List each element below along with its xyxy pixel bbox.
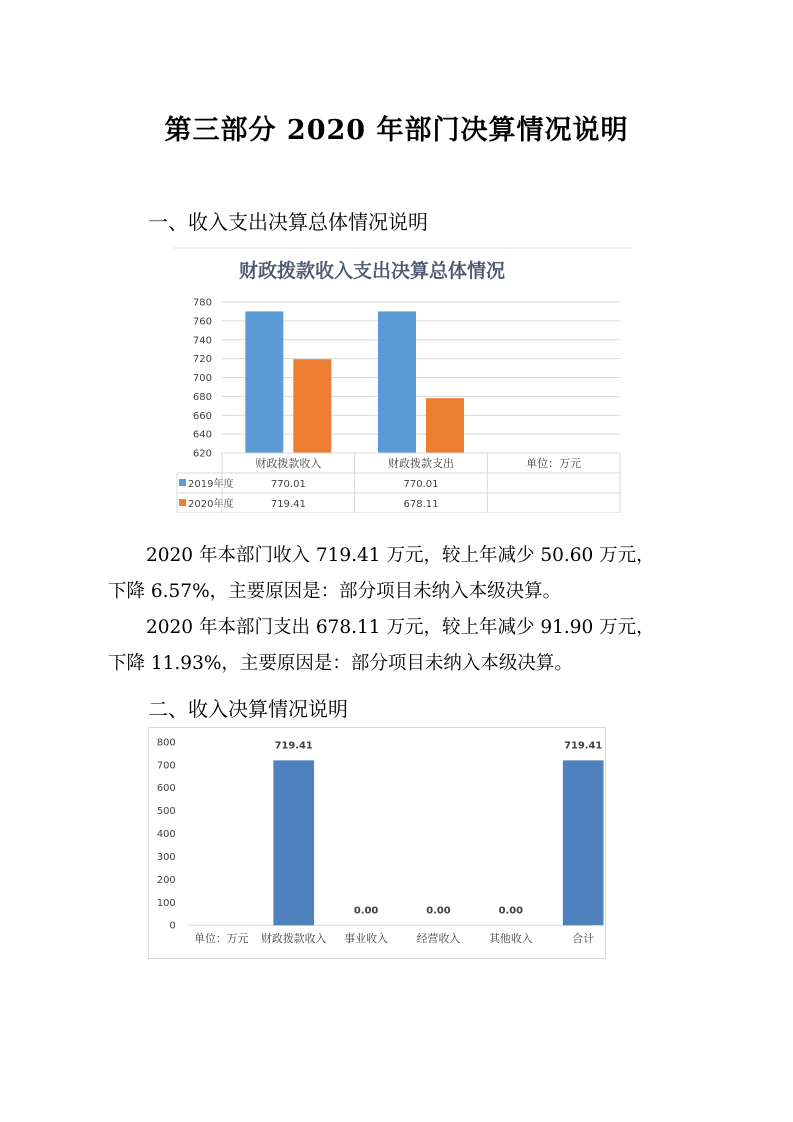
data-label: 0.00 (498, 905, 524, 917)
category-label: 财政拨款支出 (388, 457, 454, 470)
paragraph-line: 2020 年本部门支出 678.11 万元，较上年减少 91.90 万元， (146, 617, 655, 638)
paragraph-line: 下降 6.57%，主要原因是：部分项目未纳入本级决算。 (108, 581, 562, 602)
legend-swatch (179, 479, 186, 486)
page-title: 第三部分 2020 年部门决算情况说明 (164, 115, 629, 146)
paragraph-line: 2020 年本部门收入 719.41 万元，较上年减少 50.60 万元， (146, 545, 655, 566)
y-tick-label: 740 (192, 335, 212, 347)
table-value: 770.01 (403, 479, 439, 490)
y-tick-label: 640 (192, 429, 212, 441)
data-label: 719.41 (564, 740, 603, 752)
y-tick-label: 620 (192, 448, 212, 460)
data-label: 0.00 (353, 905, 379, 917)
budget-overview-chart (172, 247, 632, 513)
y-tick-label: 720 (192, 354, 212, 366)
legend-label: 2019年度 (188, 479, 234, 490)
category-label: 单位：万元 (526, 457, 582, 470)
data-label: 0.00 (426, 905, 451, 917)
y-tick-label: 800 (156, 737, 176, 749)
table-value: 678.11 (403, 499, 439, 510)
y-tick-label: 700 (192, 373, 212, 384)
paragraph-income (108, 538, 708, 610)
bar-2019年度-财政拨款收入 (245, 311, 283, 453)
y-tick-label: 760 (192, 316, 212, 328)
y-tick-label: 660 (192, 410, 212, 422)
y-tick-label: 500 (156, 806, 176, 818)
section-heading-1: 一、收入支出决算总体情况说明 (148, 210, 428, 234)
y-tick-label: 300 (156, 851, 176, 863)
y-tick-label: 100 (156, 897, 176, 909)
y-tick-label: 400 (156, 829, 176, 841)
y-tick-label: 680 (192, 391, 212, 403)
legend-swatch (179, 499, 186, 506)
data-label: 719.41 (274, 740, 313, 752)
table-value: 770.01 (270, 479, 306, 490)
bar-合计 (563, 760, 604, 925)
income-chart (148, 727, 606, 959)
x-category-label: 事业收入 (344, 932, 388, 946)
table-value: 719.41 (270, 499, 306, 510)
x-category-label: 财政拨款收入 (261, 932, 327, 946)
bar-2019年度-财政拨款支出 (378, 311, 416, 453)
x-category-label: 合计 (572, 932, 595, 946)
bar-2020年度-财政拨款收入 (293, 359, 331, 453)
category-label: 财政拨款收入 (255, 457, 322, 470)
y-tick-label: 600 (156, 783, 176, 795)
y-tick-label: 200 (156, 874, 176, 886)
bar-2020年度-财政拨款支出 (426, 398, 464, 453)
x-category-label: 其他收入 (489, 932, 533, 946)
x-category-label: 经营收入 (416, 932, 461, 946)
y-tick-label: 700 (156, 760, 176, 772)
bar-财政拨款收入 (273, 760, 314, 925)
y-tick-label: 780 (192, 297, 212, 309)
paragraph-line: 下降 11.93%，主要原因是：部分项目未纳入本级决算。 (108, 653, 573, 674)
section-heading-2: 二、收入决算情况说明 (148, 697, 348, 721)
x-category-label: 单位：万元 (194, 932, 249, 946)
paragraph-expense (108, 610, 708, 682)
chart-title: 财政拨款收入支出决算总体情况 (238, 260, 506, 282)
legend-label: 2020年度 (188, 499, 234, 510)
y-tick-label: 0 (169, 920, 176, 932)
